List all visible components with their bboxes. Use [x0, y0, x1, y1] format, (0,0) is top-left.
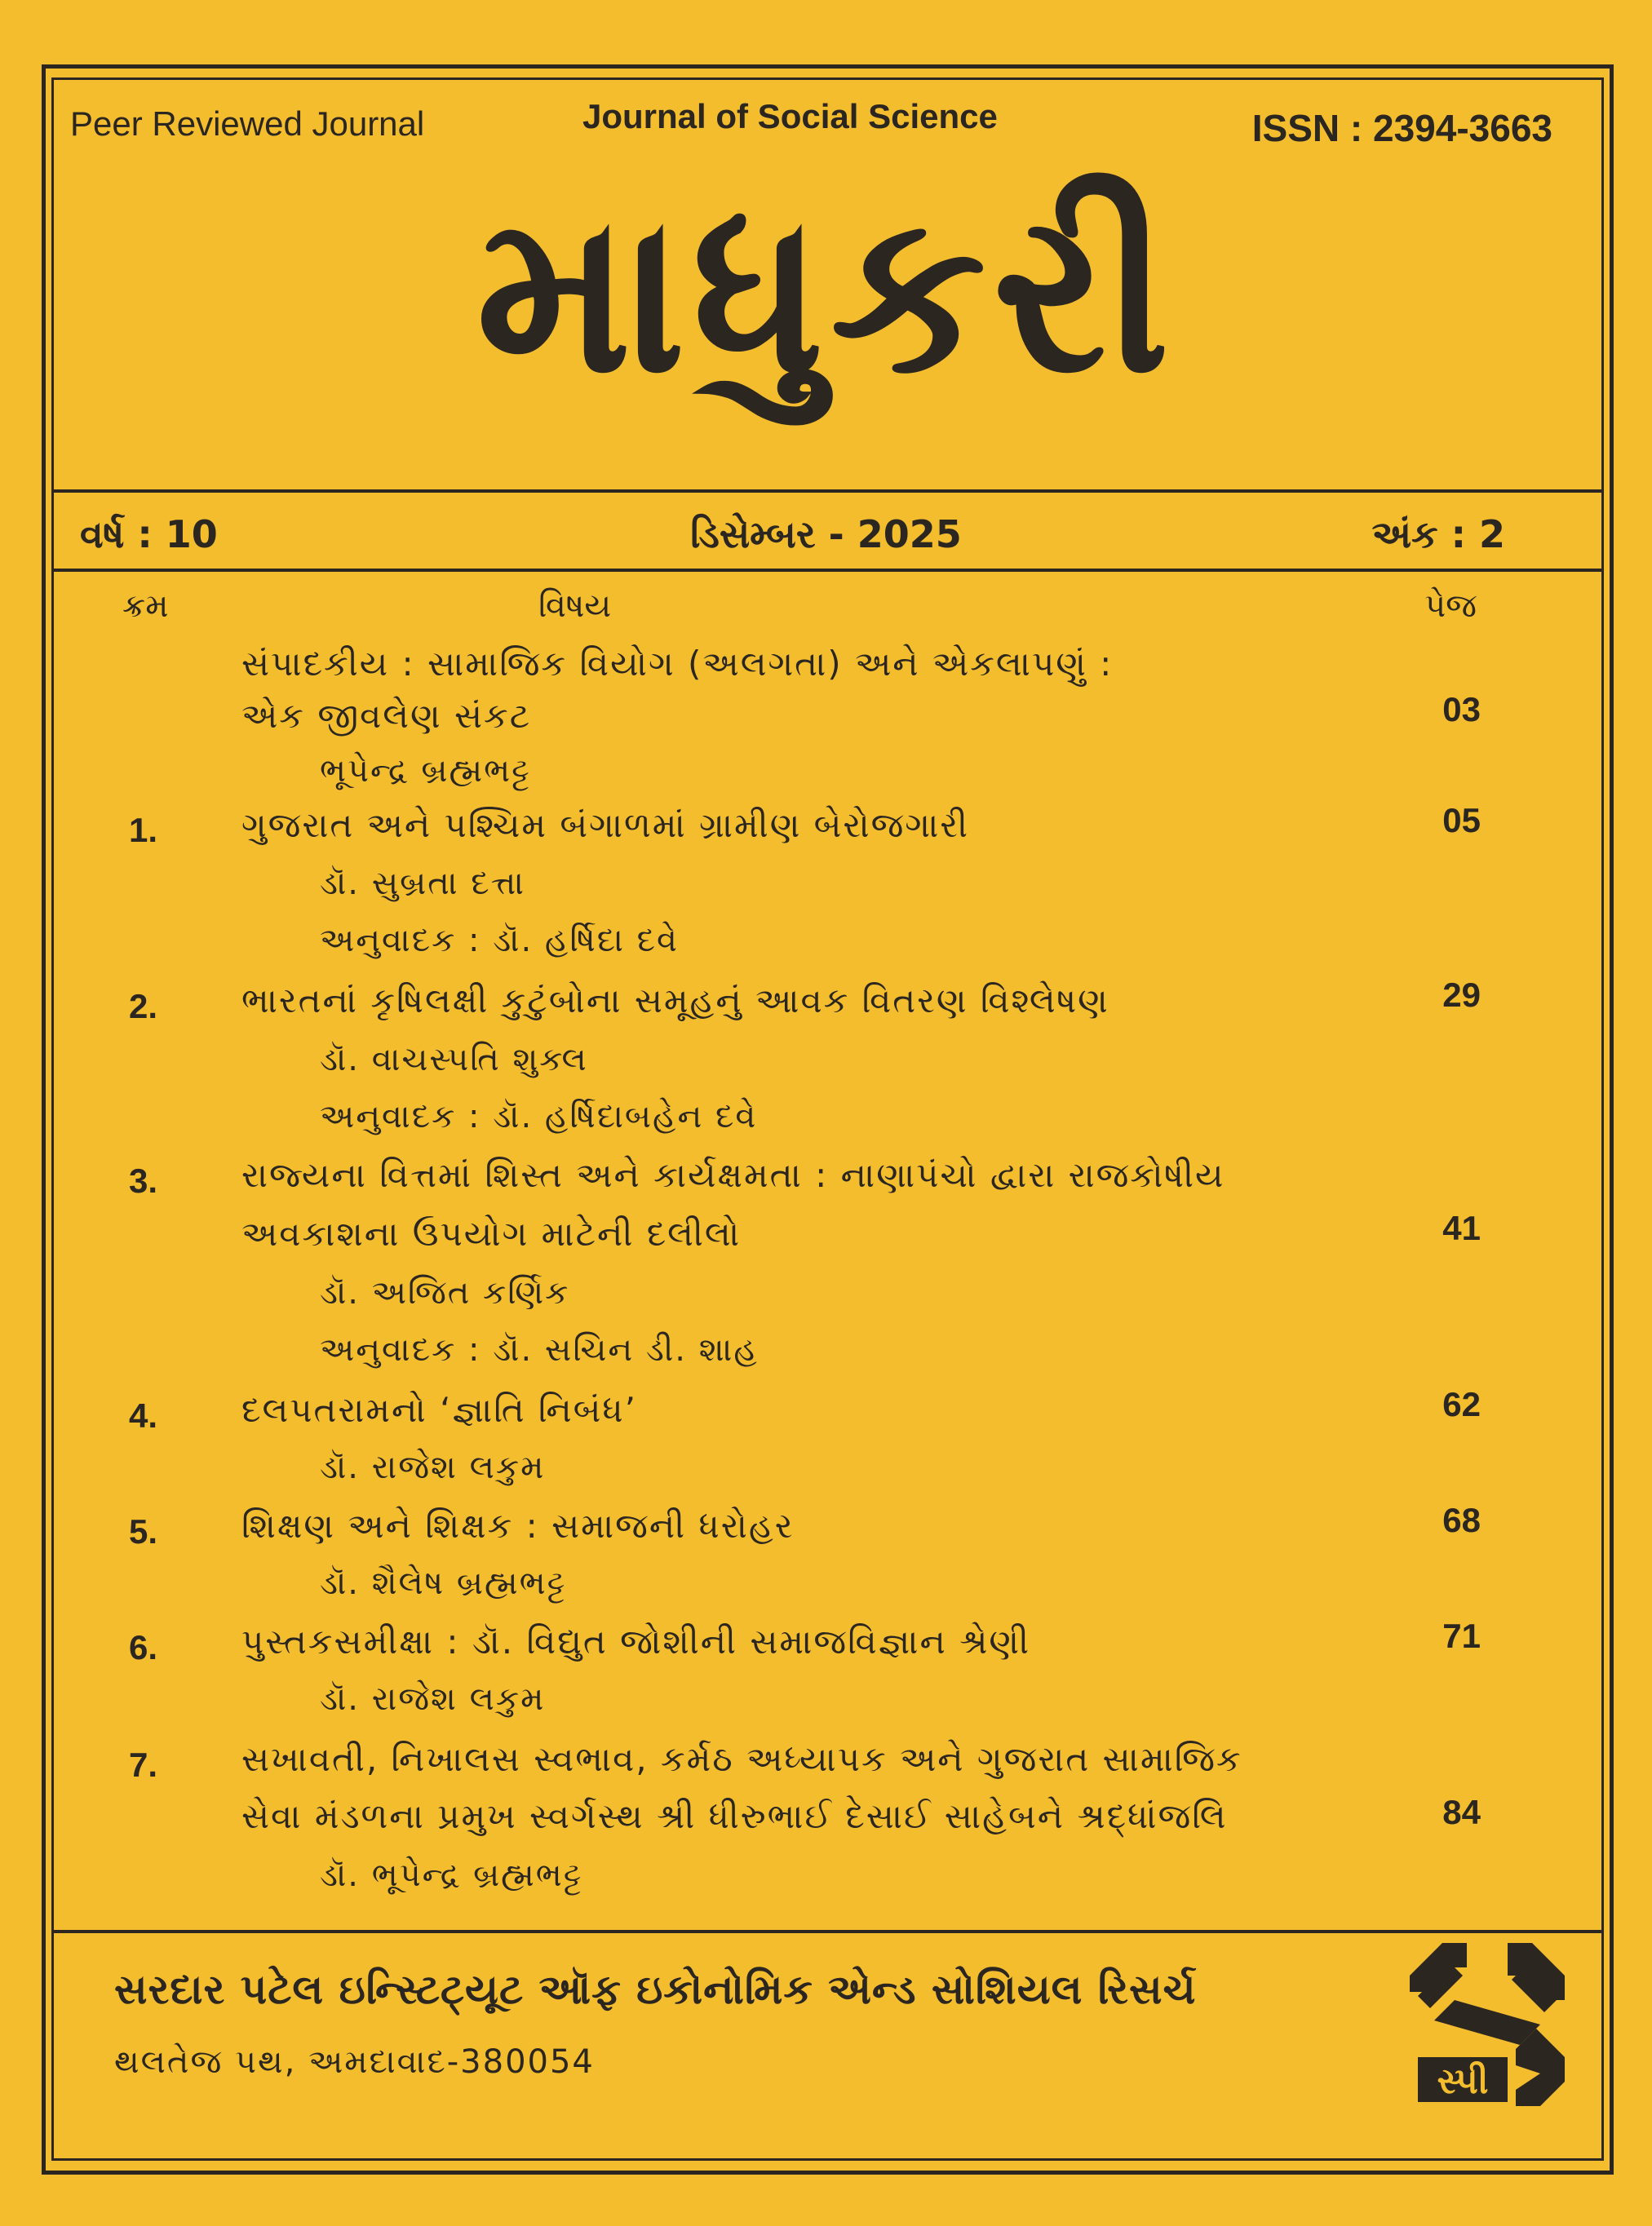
page-column-header: પેજ — [1424, 587, 1477, 625]
toc-translator: અનુવાદક : ડૉ. હર્ષિદાબહેન દવે — [320, 1098, 758, 1135]
institute-name: સરદાર પટેલ ઇન્સ્ટિટ્યૂટ ઑફ ઇકોનોમિક એન્ડ સોશિયલ રિસર્ચ — [114, 1966, 1197, 2013]
toc-title-line: ગુજરાત અને પશ્ચિમ બંગાળમાં ગ્રામીણ બેરોજગારી — [241, 805, 970, 845]
peer-review-label: Peer Reviewed Journal — [70, 104, 425, 143]
volume-label: વર્ષ : 10 — [80, 512, 218, 556]
toc-page-number: 41 — [1442, 1209, 1481, 1247]
toc-number: 3. — [129, 1162, 158, 1200]
toc-number: 4. — [129, 1396, 158, 1435]
toc-title-line: પુસ્તકસમીક્ષા : ડૉ. વિદ્યુત જોશીની સમાજવિજ્ઞાન શ્રેણી — [241, 1622, 1030, 1662]
toc-title-line: સેવા મંડળના પ્રમુખ સ્વર્ગસ્થ શ્રી ધીરુભાઈ દેસાઈ સાહેબને શ્રદ્ધાંજલિ — [241, 1796, 1228, 1836]
toc-page-number: 03 — [1442, 690, 1481, 728]
toc-page-number: 29 — [1442, 976, 1481, 1014]
toc-title-line: શિક્ષણ અને શિક્ષક : સમાજની ધરોહર — [241, 1506, 795, 1546]
toc-author: ડૉ. રાજેશ લકુમ — [320, 1449, 546, 1486]
divider-top — [51, 489, 1604, 493]
institute-logo-icon — [1402, 1943, 1573, 2106]
toc-page-number: 84 — [1442, 1793, 1481, 1831]
toc-author: ડૉ. રાજેશ લકુમ — [320, 1680, 546, 1718]
journal-title: માધુકરી — [476, 165, 1176, 422]
toc-author: ડૉ. શૈલેષ બ્રહ્મભટ્ટ — [320, 1564, 567, 1602]
toc-page-number: 62 — [1442, 1385, 1481, 1423]
divider-footer — [51, 1930, 1604, 1933]
toc-number: 1. — [129, 811, 158, 849]
toc-author: ડૉ. વાચસ્પતિ શુક્લ — [320, 1041, 588, 1078]
institute-address: થલતેજ પથ, અમદાવાદ-380054 — [114, 2043, 595, 2081]
logo-text: સ્પી — [1437, 2060, 1489, 2102]
toc-number: 6. — [129, 1628, 158, 1666]
toc-number: 7. — [129, 1746, 158, 1784]
toc-title-line: સખાવતી, નિખાલસ સ્વભાવ, કર્મઠ અધ્યાપક અને ગુજરાત સામાજિક — [241, 1739, 1242, 1779]
serial-column-header: ક્રમ — [122, 587, 169, 625]
toc-author: ભૂપેન્દ્ર બ્રહ્મભટ્ટ — [320, 752, 531, 790]
subject-column-header: વિષય — [538, 587, 612, 625]
issn-label: ISSN : 2394-3663 — [1251, 107, 1552, 149]
divider-issue — [51, 569, 1604, 572]
toc-page-number: 05 — [1442, 801, 1481, 839]
toc-author: ડૉ. ભૂપેન્દ્ર બ્રહ્મભટ્ટ — [320, 1856, 583, 1894]
toc-title-line: રાજ્યના વિત્તમાં શિસ્ત અને કાર્યક્ષમતા : નાણાપંચો દ્વારા રાજકોષીય — [241, 1155, 1225, 1195]
toc-page-number: 71 — [1442, 1617, 1481, 1655]
toc-translator: અનુવાદક : ડૉ. સચિન ડી. શાહ — [320, 1331, 759, 1369]
toc-title-line: એક જીવલેણ સંકટ — [241, 696, 532, 736]
toc-author: ડૉ. અજિત કર્ણિક — [320, 1274, 570, 1312]
issue-number: અંક : 2 — [1371, 512, 1505, 556]
toc-title-line: સંપાદકીય : સામાજિક વિયોગ (અલગતા) અને એકલાપણું : — [241, 644, 1114, 684]
toc-page-number: 68 — [1442, 1501, 1481, 1539]
journal-type-label: Journal of Social Science — [582, 97, 998, 135]
toc-translator: અનુવાદક : ડૉ. હર્ષિદા દવે — [320, 922, 679, 959]
toc-title-line: અવકાશના ઉપયોગ માટેની દલીલો — [241, 1214, 742, 1254]
toc-author: ડૉ. સુબ્રતા દત્તા — [320, 865, 525, 902]
toc-number: 2. — [129, 987, 158, 1025]
toc-number: 5. — [129, 1512, 158, 1551]
toc-title-line: દલપતરામનો ‘જ્ઞાતિ નિબંધ’ — [241, 1390, 637, 1430]
toc-title-line: ભારતનાં કૃષિલક્ષી કુટુંબોના સમૂહનું આવક વિતરણ વિશ્લેષણ — [241, 980, 1109, 1020]
issue-date: ડિસેમ્બર - 2025 — [690, 512, 962, 556]
